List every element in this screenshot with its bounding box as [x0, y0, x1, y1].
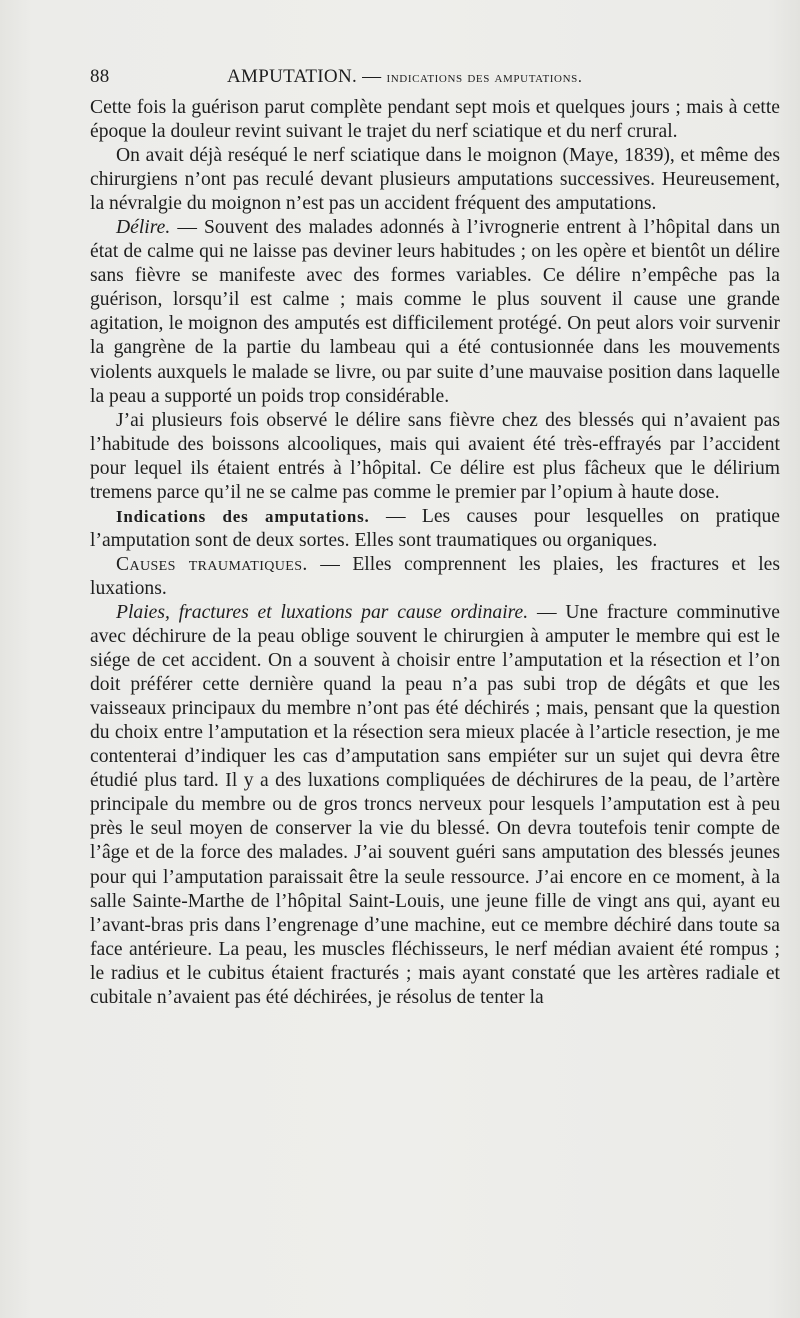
paragraph-7-text: — Une fracture comminutive avec déchirure de la peau oblige souvent le chirurgien à amputer le membre qui est le siége de cet accident. On a souvent à choisir entre l’amputation et la résection et l’on doit préférer cette dernière quand la peau n’a pas subi trop de dégâts et que les vaisseaux principaux du membre n’ont pas été déchirés ; mais, pensant que la question du choix entre l’amputation et la résection sera mieux placée à l’article resection, je me contenterai d’indiquer les cas d’amputation sans empiéter sur un sujet qui devra être étudié plus tard. Il y a des luxations compliquées de déchirures de la peau, de l’artère principale du membre ou de gros troncs nerveux pour lesquels l’amputation est à peu près le seul moyen de conserver la vie du blessé. On devra toutefois tenir compte de l’âge et de la force des malades. J’ai souvent guéri sans amputation des blessés jeunes pour qui l’amputation paraissait être la seule ressource. J’ai encore en ce moment, à la salle Sainte-Marthe de l’hôpital Saint-Louis, une jeune fille de vingt ans qui, ayant eu l’avant-bras pris dans l’engrenage d’une machine, eut ce membre déchiré dans toute sa face antérieure. La peau, les muscles fléchisseurs, le nerf médian avaient été rompus ; le radius et le cubitus étaient fracturés ; mais ayant constaté que les artères radiale et cubitale n’avaient pas été déchirées, je résolus de tenter la [90, 601, 780, 1008]
paragraph-2: On avait déjà reséqué le nerf sciatique dans le moignon (Maye, 1839), et même des chirurgiens n’ont pas reculé devant plusieurs amputations successives. Heureusement, la névralgie du moignon n’est pas un accident fréquent des amputations. [90, 145, 780, 215]
paragraph-7 [90, 601, 780, 1010]
page-number: 88 [90, 66, 110, 87]
running-title-main: AMPUTATION. [227, 66, 358, 87]
paragraph-3-text: — Souvent des malades adonnés à l’ivrognerie entrent à l’hôpital dans un état de calme qui ne laisse pas deviner leurs habitudes ; on les opère et bientôt un délire sans fièvre se manifeste avec des formes variables. Ce délire n’empêche pas la guérison, lorsqu’il est calme ; mais comme le plus souvent il cause une grande agitation, le moignon des amputés est difficilement protégé. On peut alors voir survenir la gangrène de la partie du lambeau qui a été contusionnée dans les mouvements violents auxquels le malade se livre, ou par suite d’une mauvaise position dans laquelle la peau a supporté un poids trop considérable. [90, 217, 780, 407]
section-head-delire: Délire. [116, 217, 171, 239]
running-header [90, 62, 780, 92]
running-title-separator: — [362, 66, 382, 87]
paragraph-5 [90, 505, 780, 553]
body-text [90, 96, 780, 1010]
running-title-subtitle: indications des amputations. [386, 69, 583, 86]
paragraph-4: J’ai plusieurs fois observé le délire sans fièvre chez des blessés qui n’avaient pas l’habitude des boissons alcooliques, mais qui avaient été très-effrayés par l’accident pour lequel ils étaient entrés à l’hôpital. Ce délire est plus fâcheux que le délirium tremens parce qu’il ne se calme pas comme le premier par l’opium à haute dose. [90, 409, 780, 503]
paragraph-3 [90, 216, 780, 408]
paragraph-5-text: — Les causes pour lesquelles on pratique l’amputation sont de deux sortes. Elles sont traumatiques ou organiques. [90, 505, 780, 551]
paragraph-6-text: — Elles comprennent les plaies, les fractures et les luxations. [90, 553, 780, 599]
section-head-indications: Indications des amputations. [116, 506, 370, 526]
paragraph-6 [90, 553, 780, 601]
section-head-causes: Causes traumatiques. [116, 553, 308, 575]
section-head-plaies: Plaies, fractures et luxations par cause ordinaire. [116, 601, 529, 623]
paragraph-1: Cette fois la guérison parut complète pendant sept mois et quelques jours ; mais à cette époque la douleur revint suivant le trajet du nerf sciatique et du nerf crural. [90, 97, 780, 143]
running-title [227, 66, 582, 88]
